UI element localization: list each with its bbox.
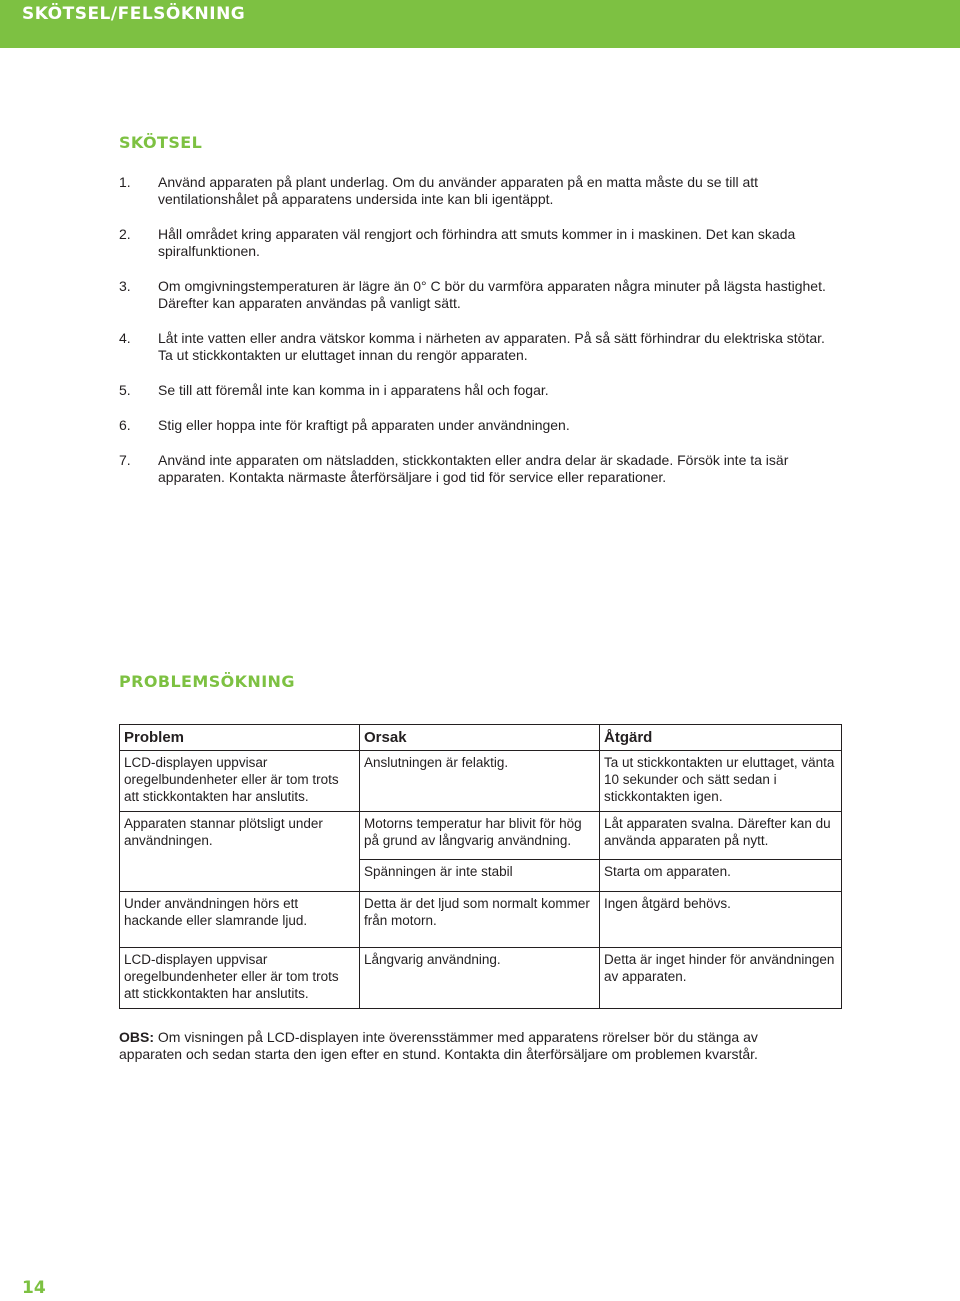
page-section-title: SKÖTSEL/FELSÖKNING [22,4,246,24]
cell-problem: LCD-displayen uppvisar oregelbundenheter eller är tom trots att stickkontakten har anslutits. [120,948,360,1009]
cell-problem [120,860,360,892]
table-row [120,812,842,860]
list-item: 1. Använd apparaten på plant underlag. Om du använder apparaten på en matta måste du se till att ventilationshålet på apparatens undersida inte kan bli igentäppt. [119,174,759,207]
table-row [120,860,842,892]
column-header-cause: Orsak [360,725,600,751]
cell-cause: Motorns temperatur har blivit för hög på grund av långvarig användning. [360,812,600,860]
cell-problem: Apparaten stannar plötsligt under användningen. [120,812,360,860]
cell-action: Ta ut stickkontakten ur eluttaget, vänta 10 sekunder och sätt sedan i stickkontakten igen. [600,751,842,812]
care-heading: SKÖTSEL [119,133,203,152]
note-paragraph [119,1029,819,1063]
cell-action: Ingen åtgärd behövs. [600,892,842,948]
cell-action: Starta om apparaten. [600,860,842,892]
list-item: 7. Använd inte apparaten om nätsladden, stickkontakten eller andra delar är skadade. Försök inte ta isär apparaten. Kontakta närmaste återförsäljare i god tid för service eller reparationer. [119,452,789,485]
cell-action: Detta är inget hinder för användningen av apparaten. [600,948,842,1009]
table-header-row [120,725,842,751]
table-row [120,892,842,948]
list-item: 6. Stig eller hoppa inte för kraftigt på apparaten under användningen. [119,417,570,433]
header-bar [0,0,960,48]
column-header-problem: Problem [120,725,360,751]
note-text: Om visningen på LCD-displayen inte överensstämmer med apparatens rörelser bör du stänga av apparaten och sedan starta den igen efter en stund. Kontakta din återförsäljare om problemen kvarstår. [119,1029,758,1062]
cell-action: Låt apparaten svalna. Därefter kan du använda apparaten på nytt. [600,812,842,860]
list-item: 3. Om omgivningstemperaturen är lägre än 0° C bör du varmföra apparaten några minuter på lägsta hastighet. Därefter kan apparaten användas på vanligt sätt. [119,278,826,311]
cell-cause: Anslutningen är felaktig. [360,751,600,812]
cell-problem: Under användningen hörs ett hackande eller slamrande ljud. [120,892,360,948]
cell-cause: Detta är det ljud som normalt kommer från motorn. [360,892,600,948]
table-row [120,948,842,1009]
column-header-action: Åtgärd [600,725,842,751]
troubleshooting-table [119,724,842,1009]
care-list [119,174,839,504]
troubleshooting-heading: PROBLEMSÖKNING [119,672,295,691]
cell-problem: LCD-displayen uppvisar oregelbundenheter eller är tom trots att stickkontakten har anslutits. [120,751,360,812]
list-item: 5. Se till att föremål inte kan komma in i apparatens hål och fogar. [119,382,549,398]
note-label: OBS: [119,1029,154,1045]
cell-cause: Långvarig användning. [360,948,600,1009]
page-number: 14 [22,1278,46,1298]
list-item: 4. Låt inte vatten eller andra vätskor komma i närheten av apparaten. På så sätt förhindrar du elektriska stötar. Ta ut stickkontakten ur eluttaget innan du rengör apparaten. [119,330,825,363]
cell-cause: Spänningen är inte stabil [360,860,600,892]
list-item: 2. Håll området kring apparaten väl rengjort och förhindra att smuts kommer in i maskinen. Det kan skada spiralfunktionen. [119,226,796,259]
table-row [120,751,842,812]
